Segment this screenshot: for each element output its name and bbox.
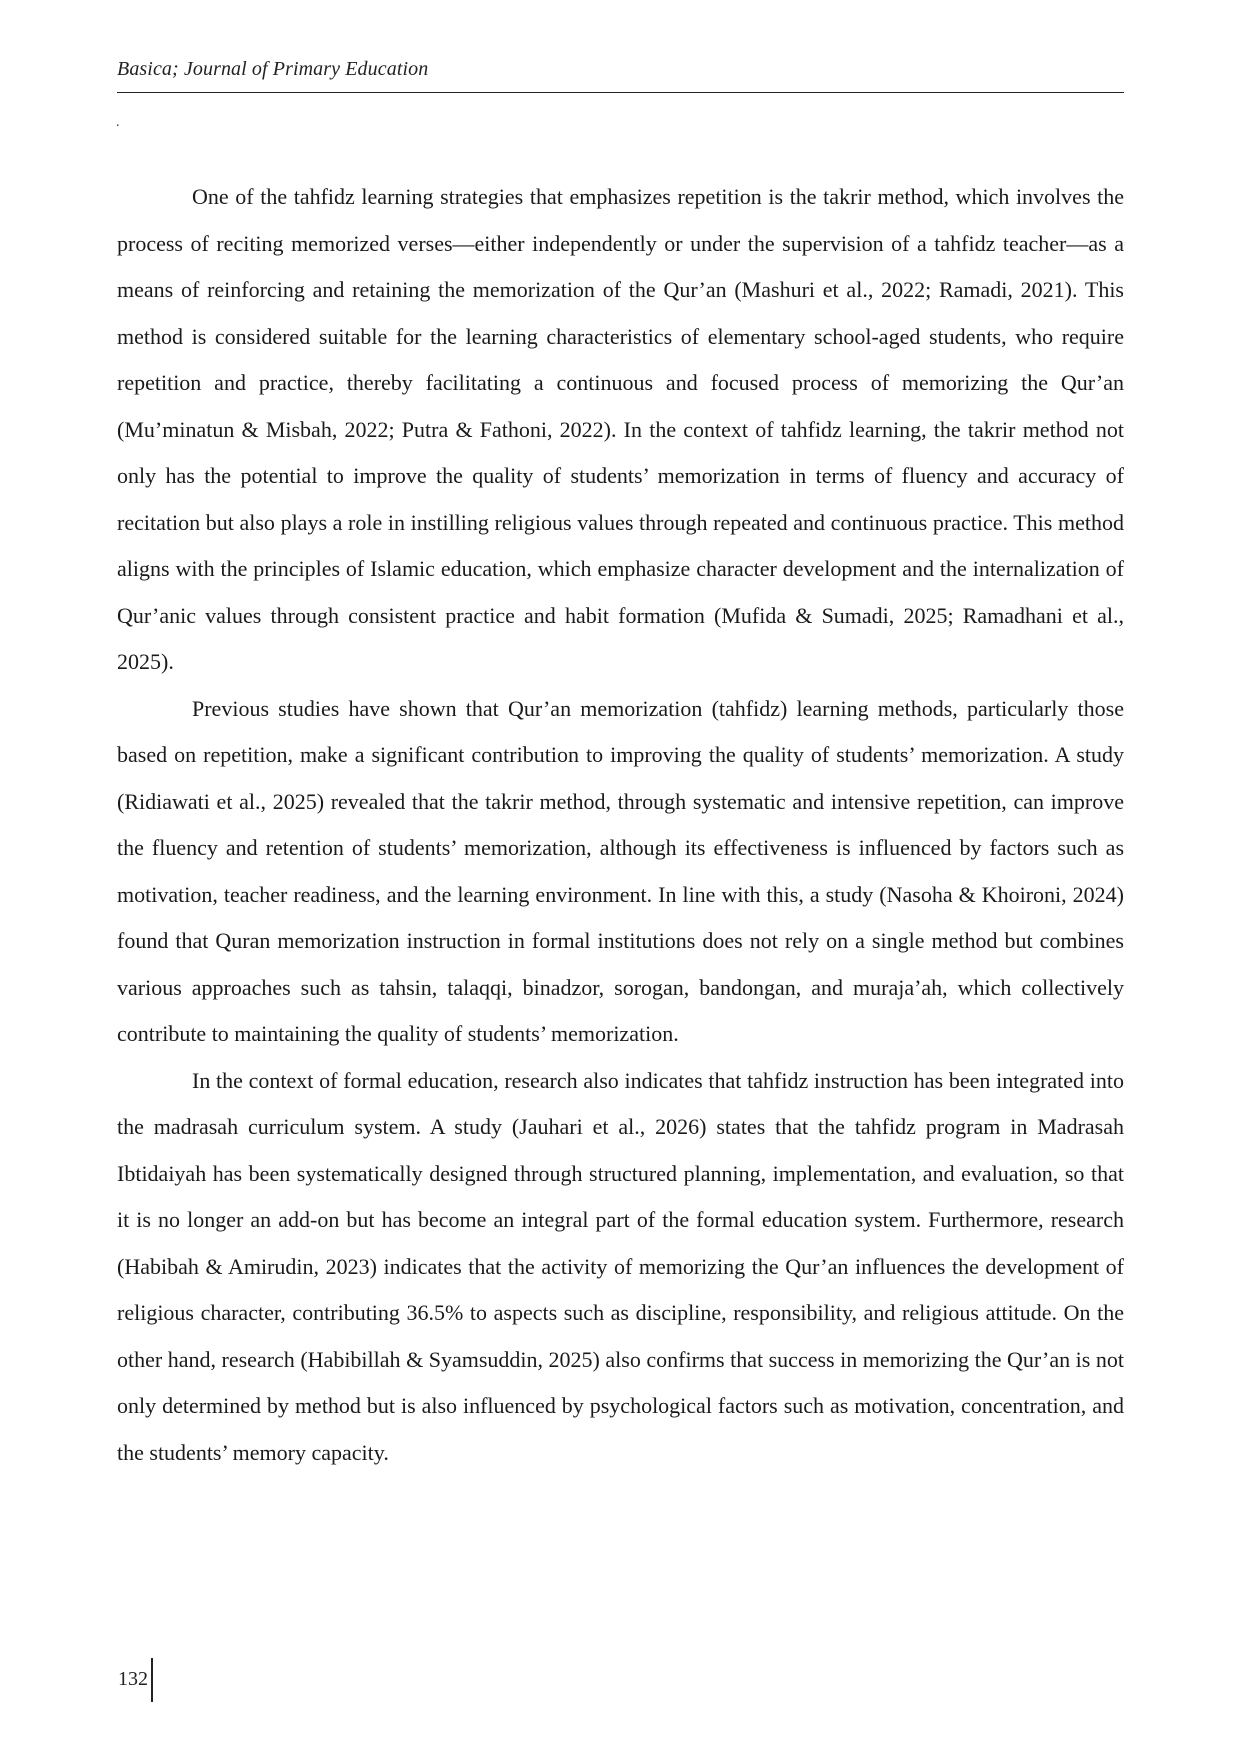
body-paragraph: One of the tahfidz learning strategies that emphasizes repetition is the takrir method, which involves the process of reciting memorized verses—either independently or under the supervision of a tahfidz teacher—as a means of reinforcing and retaining the memorization of the Qur’an (Mashuri et al., 2022; Ramadi, 2021). This method is considered suitable for the learning characteristics of elementary school-aged students, who require repetition and practice, thereby facilitating a continuous and focused process of memorizing the Qur’an (Mu’minatun & Misbah, 2022; Putra & Fathoni, 2022). In the context of tahfidz learning, the takrir method not only has the potential to improve the quality of students’ memorization in terms of fluency and accuracy of recitation but also plays a role in instilling religious values through repeated and continuous practice. This method aligns with the principles of Islamic education, which emphasize character development and the internalization of Qur’anic values through consistent practice and habit formation (Mufida & Sumadi, 2025; Ramadhani et al., 2025). — [117, 184, 1124, 674]
body-paragraph: In the context of formal education, research also indicates that tahfidz instruction has been integrated into the madrasah curriculum system. A study (Jauhari et al., 2026) states that the tahfidz program in Madrasah Ibtidaiyah has been systematically designed through structured planning, implementation, and evaluation, so that it is no longer an add-on but has become an integral part of the formal education system. Furthermore, research (Habibah & Amirudin, 2023) indicates that the activity of memorizing the Qur’an influences the development of religious character, contributing 36.5% to aspects such as discipline, responsibility, and religious attitude. On the other hand, research (Habibillah & Syamsuddin, 2025) also confirms that success in memorizing the Qur’an is not only determined by method but is also influenced by psychological factors such as motivation, concentration, and the students’ memory capacity. — [117, 1067, 1124, 1465]
stray-mark: . — [116, 115, 120, 130]
page-number: 132 — [118, 1668, 148, 1690]
page-number-divider — [151, 1658, 153, 1702]
header-rule — [117, 92, 1124, 93]
running-header-journal-title: Basica; Journal of Primary Education — [117, 58, 429, 80]
article-body — [117, 174, 1124, 1476]
body-paragraph: Previous studies have shown that Qur’an memorization (tahfidz) learning methods, particularly those based on repetition, make a significant contribution to improving the quality of students’ memorization. A study (Ridiawati et al., 2025) revealed that the takrir method, through systematic and intensive repetition, can improve the fluency and retention of students’ memorization, although its effectiveness is influenced by factors such as motivation, teacher readiness, and the learning environment. In line with this, a study (Nasoha & Khoironi, 2024) found that Quran memorization instruction in formal institutions does not rely on a single method but combines various approaches such as tahsin, talaqqi, binadzor, sorogan, bandongan, and muraja’ah, which collectively contribute to maintaining the quality of students’ memorization. — [117, 695, 1124, 1046]
